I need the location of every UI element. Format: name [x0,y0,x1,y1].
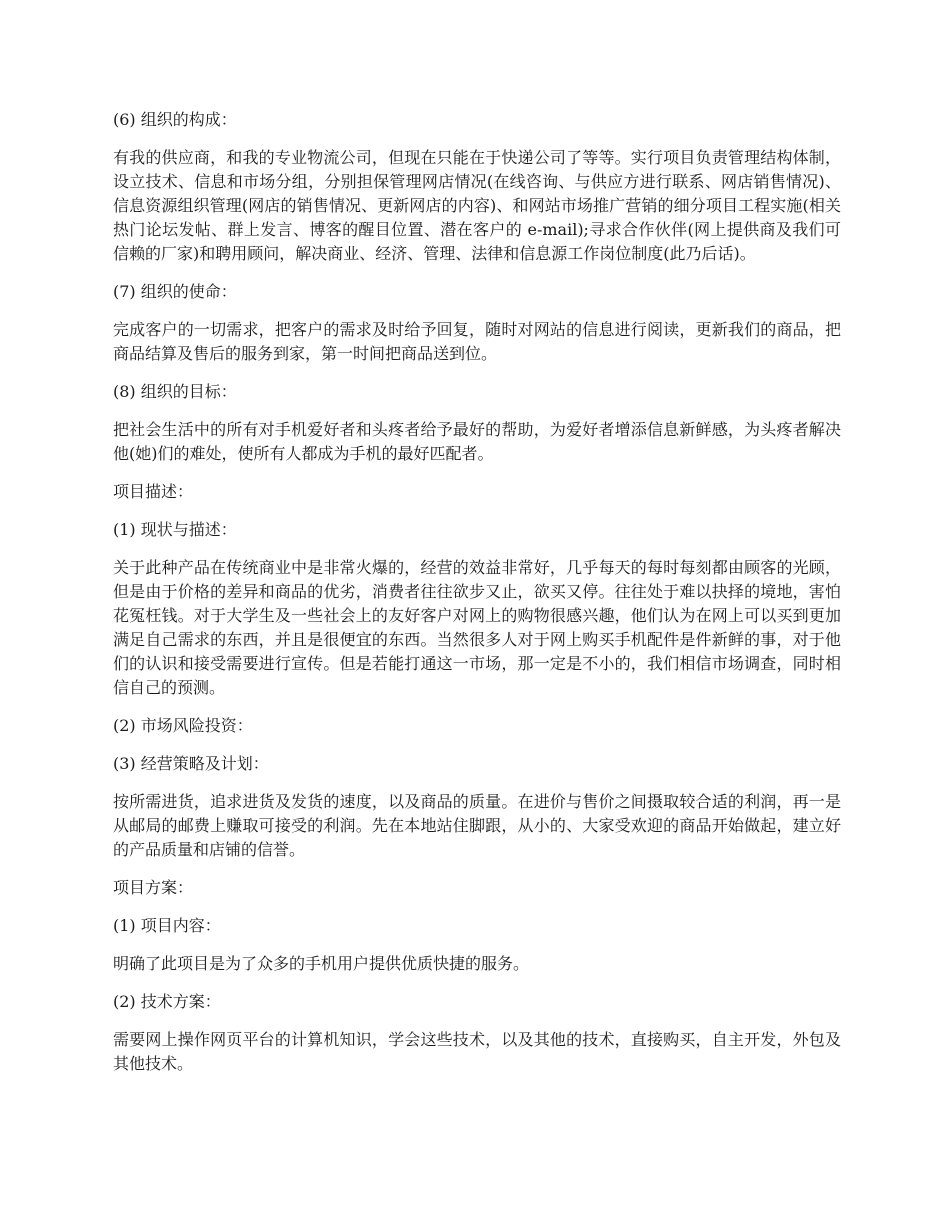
section-heading-organization-goal: (8) 组织的目标： [113,382,237,401]
paragraph-status-description: 关于此种产品在传统商业中是非常火爆的，经营的效益非常好，几乎每天的每时每刻都由顾客的光顾，但是由于价格的差异和商品的优劣，消费者往往欲步又止，欲买又停。往往处于难以抉择的境地，害怕花冤枉钱。对于大学生及一些社会上的友好客户对网上的购物很感兴趣，他们认为在网上可以买到更加满足自己需求的东西，并且是很便宜的东西。当然很多人对于网上购买手机配件是件新鲜的事，对于他们的认识和接受需要进行宣传。但是若能打通这一市场，那一定是不小的，我们相信市场调查，同时相信自己的预测。 [113,558,841,697]
section-heading-technical-plan: (2) 技术方案： [113,992,221,1011]
section-heading-business-strategy: (3) 经营策略及计划： [113,754,269,773]
document-page [113,108,841,1090]
section-heading-project-content: (1) 项目内容： [113,916,221,935]
section-heading-organization-mission: (7) 组织的使命： [113,282,237,301]
section-heading-status-description: (1) 现状与描述： [113,520,237,539]
paragraph-project-content: 明确了此项目是为了众多的手机用户提供优质快捷的服务。 [113,954,530,973]
paragraph-technical-plan: 需要网上操作网页平台的计算机知识，学会这些技术，以及其他的技术，直接购买，自主开发，外包及其他技术。 [113,1030,841,1073]
section-heading-project-description: 项目描述： [113,482,194,501]
paragraph-organization-goal: 把社会生活中的所有对手机爱好者和头疼者给予最好的帮助，为爱好者增添信息新鲜感，为头疼者解决他(她)们的难处，使所有人都成为手机的最好匹配者。 [113,420,841,463]
section-heading-project-plan: 项目方案： [113,878,194,897]
section-heading-market-risk: (2) 市场风险投资： [113,716,253,735]
paragraph-business-strategy: 按所需进货，追求进货及发货的速度，以及商品的质量。在进价与售价之间摄取较合适的利润，再一是从邮局的邮费上赚取可接受的利润。先在本地站住脚跟，从小的、大家受欢迎的商品开始做起，建立好的产品质量和店铺的信誉。 [113,792,841,859]
paragraph-organization-structure: 有我的供应商，和我的专业物流公司，但现在只能在于快递公司了等等。实行项目负责管理结构体制，设立技术、信息和市场分组，分别担保管理网店情况(在线咨询、与供应方进行联系、网店销售情况)、信息资源组织管理(网店的销售情况、更新网店的内容)、和网站市场推广营销的细分项目工程实施(相关热门论坛发帖、群上发言、博客的醒目位置、潜在客户的 e-mail);寻求合作伙伴(网上提供商及我们可信赖的厂家)和聘用顾问，解决商业、经济、管理、法律和信息源工作岗位制度(此乃后话)。 [113,148,841,263]
section-heading-organization-structure: (6) 组织的构成： [113,110,237,129]
paragraph-organization-mission: 完成客户的一切需求，把客户的需求及时给予回复，随时对网站的信息进行阅读，更新我们的商品，把商品结算及售后的服务到家，第一时间把商品送到位。 [113,320,841,363]
